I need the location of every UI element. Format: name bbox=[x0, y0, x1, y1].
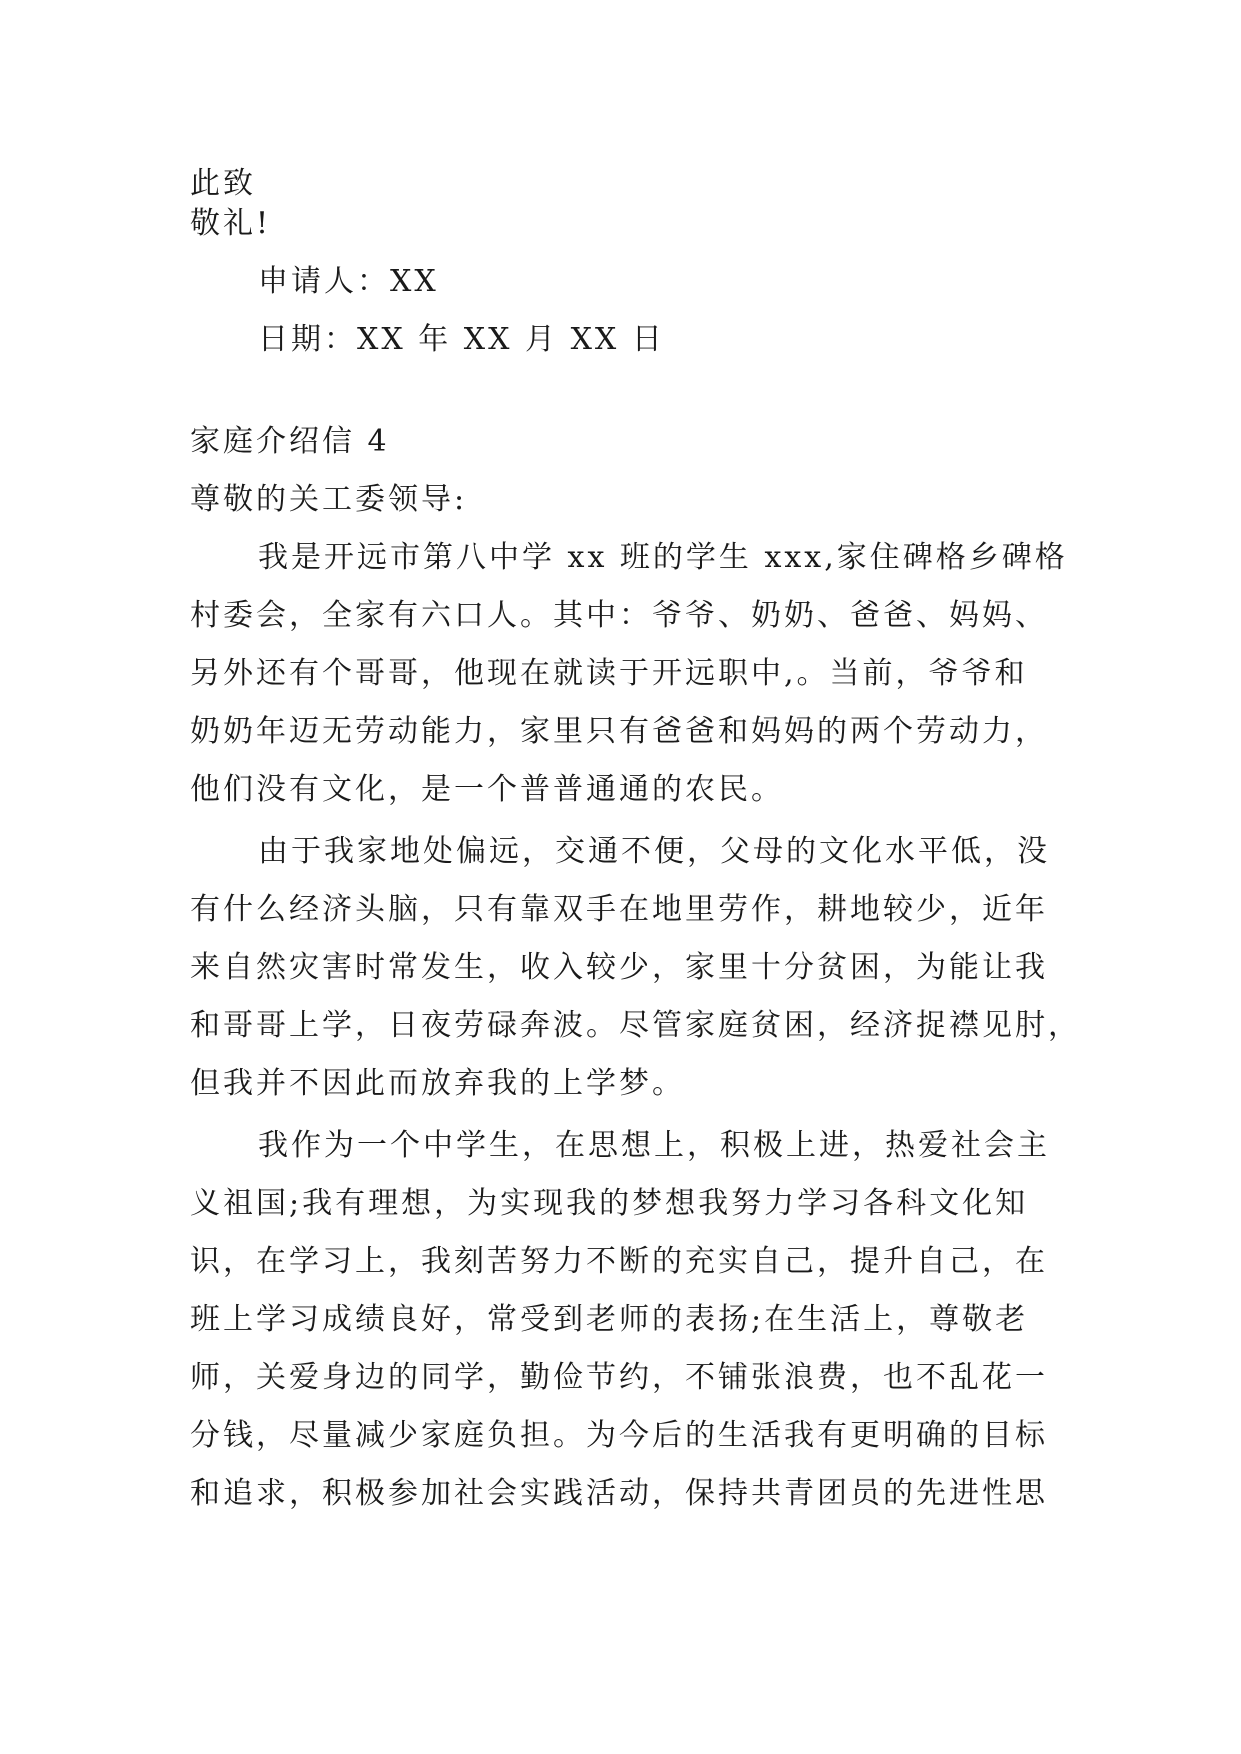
paragraph-1-line-2: 村委会，全家有六口人。其中：爷爷、奶奶、爸爸、妈妈、 bbox=[190, 598, 1048, 633]
paragraph-3-line-2: 义祖国;我有理想，为实现我的梦想我努力学习各科文化知 bbox=[190, 1186, 1029, 1221]
closing-salutation-1: 此致 bbox=[190, 166, 256, 201]
paragraph-1-line-1: 我是开远市第八中学 xx 班的学生 xxx,家住碑格乡碑格 bbox=[258, 540, 1068, 575]
letter-greeting: 尊敬的关工委领导: bbox=[190, 482, 468, 517]
paragraph-3-line-4: 班上学习成绩良好，常受到老师的表扬;在生活上，尊敬老 bbox=[190, 1302, 1029, 1337]
letter-title: 家庭介绍信 4 bbox=[190, 424, 390, 459]
paragraph-3-line-1: 我作为一个中学生，在思想上，积极上进，热爱社会主 bbox=[258, 1128, 1050, 1163]
paragraph-3-line-5: 师，关爱身边的同学，勤俭节约，不铺张浪费，也不乱花一 bbox=[190, 1360, 1048, 1395]
paragraph-3-line-6: 分钱，尽量减少家庭负担。为今后的生活我有更明确的目标 bbox=[190, 1418, 1048, 1453]
paragraph-2-line-1: 由于我家地处偏远，交通不便，父母的文化水平低，没 bbox=[258, 834, 1050, 869]
paragraph-1-line-5: 他们没有文化，是一个普普通通的农民。 bbox=[190, 772, 784, 807]
paragraph-3-line-3: 识，在学习上，我刻苦努力不断的充实自己，提升自己，在 bbox=[190, 1244, 1048, 1279]
paragraph-1-line-4: 奶奶年迈无劳动能力，家里只有爸爸和妈妈的两个劳动力， bbox=[190, 714, 1048, 749]
paragraph-2-line-2: 有什么经济头脑，只有靠双手在地里劳作，耕地较少，近年 bbox=[190, 892, 1048, 927]
paragraph-2-line-3: 来自然灾害时常发生，收入较少，家里十分贫困，为能让我 bbox=[190, 950, 1048, 985]
closing-salutation-2: 敬礼! bbox=[190, 206, 272, 241]
applicant-line: 申请人：XX bbox=[258, 264, 439, 299]
paragraph-2-line-4: 和哥哥上学，日夜劳碌奔波。尽管家庭贫困，经济捉襟见肘， bbox=[190, 1008, 1081, 1043]
paragraph-2-line-5: 但我并不因此而放弃我的上学梦。 bbox=[190, 1066, 685, 1101]
date-line: 日期：XX 年 XX 月 XX 日 bbox=[258, 322, 665, 357]
paragraph-3-line-7: 和追求，积极参加社会实践活动，保持共青团员的先进性思 bbox=[190, 1476, 1048, 1511]
paragraph-1-line-3: 另外还有个哥哥，他现在就读于开远职中,。当前，爷爷和 bbox=[190, 656, 1028, 691]
